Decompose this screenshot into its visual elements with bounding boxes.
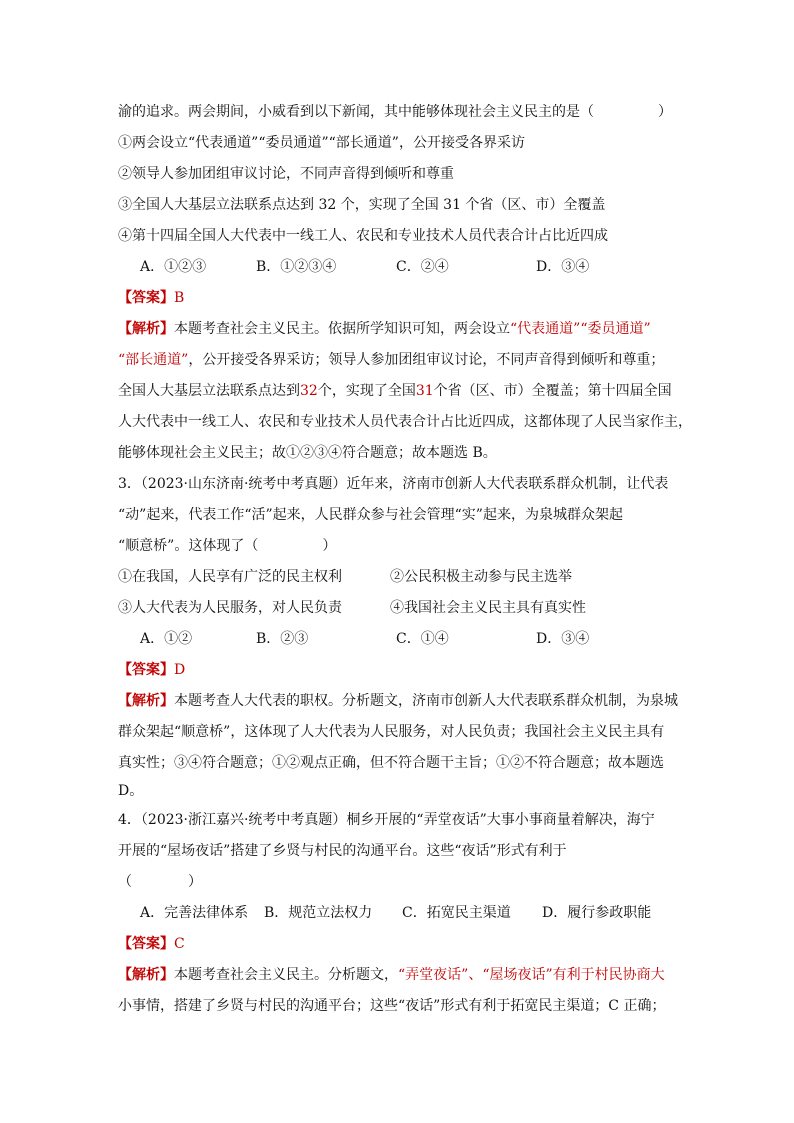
- q4-stem-line-2: 开展的“屋场夜话”搭建了乡贤与村民的沟通平台。这些“夜话”形式有利于: [118, 842, 567, 859]
- q2-option-4: ④第十四届全国人大代表中一线工人、农民和专业技术人员代表合计占比近四成: [118, 227, 608, 244]
- analysis-tag: 【解析】: [118, 692, 174, 709]
- q2-option-3: ③全国人大基层立法联系点达到 32 个，实现了全国 31 个省（区、市）全覆盖: [118, 196, 606, 213]
- q2-choice-b: B．①②③④: [256, 258, 337, 275]
- q2-choice-c: C．②④: [396, 258, 449, 275]
- q2-analysis-highlight: “部长通道”: [118, 351, 189, 368]
- answer-tag: 【答案】: [118, 661, 174, 678]
- q2-analysis-text: 个省（区、市）全覆盖；第十四届全国: [433, 382, 672, 399]
- q3-choice-c: C．①④: [396, 630, 449, 647]
- q2-analysis-line-1: [118, 313, 698, 344]
- answer-tag: 【答案】: [118, 289, 174, 306]
- q4-analysis-highlight: “弄堂夜话”、“屋场夜话”: [398, 966, 553, 983]
- q3-choice-a: A．①②: [140, 630, 193, 647]
- q2-analysis-line-5: 能够体现社会主义民主；故①②③④符合题意；故本题选 B。: [118, 444, 497, 461]
- q3-analysis-line-1: [118, 685, 698, 716]
- q2-option-2: ②领导人参加团组审议讨论，不同声音得到倾听和尊重: [118, 165, 454, 182]
- q4-choice-a: A．完善法律体系: [140, 904, 249, 921]
- q3-stem-line-3: [118, 530, 698, 561]
- q4-choice-b: B．规范立法权力: [264, 904, 373, 921]
- q2-choice-a: A．①②③: [140, 258, 207, 275]
- q4-choices: [118, 897, 698, 928]
- q3-options-row-1: [118, 561, 698, 592]
- q4-stem-line-3: [118, 866, 698, 897]
- q4-stem-text: （: [118, 873, 132, 890]
- q3-option-3: ③人大代表为人民服务，对人民负责: [118, 599, 342, 616]
- q3-analysis-line-2: 群众架起“顺意桥”，这体现了人大代表为人民服务，对人民负责；我国社会主义民主具有: [118, 723, 665, 740]
- q4-analysis-text: 本题考查社会主义民主。分析题文，: [174, 966, 398, 983]
- q2-analysis-number: 32: [300, 382, 318, 399]
- q2-answer-value: B: [174, 289, 185, 306]
- q3-stem-line-2: “动”起来，代表工作“活”起来，人民群众参与社会管理“实”起来，为泉城群众架起: [118, 506, 623, 523]
- q3-stem-text: “顺意桥”。这体现了（: [118, 537, 259, 554]
- q4-analysis-line-2: 小事情，搭建了乡贤与村民的沟通平台；这些“夜话”形式有利于拓宽民主渠道；C 正确；: [118, 997, 666, 1014]
- q3-option-2: ②公民积极主动参与民主选举: [390, 568, 572, 585]
- q3-choice-b: B．②③: [256, 630, 309, 647]
- q4-choice-d: D．履行参政职能: [542, 904, 652, 921]
- q2-answer: [118, 282, 698, 313]
- q2-analysis-number: 31: [415, 382, 434, 399]
- q4-stem-line-1: 4．（2023·浙江嘉兴·统考中考真题）桐乡开展的“弄堂夜话”大事小事商量着解决，海宁: [118, 811, 655, 828]
- q2-analysis-line-4: 人大代表中一线工人、农民和专业技术人员代表合计占比近四成，这都体现了人民当家作主，: [118, 413, 692, 430]
- q4-analysis-line-1: [118, 959, 698, 990]
- document-page: [118, 96, 698, 1021]
- q2-analysis-text: ，公开接受各界采访；领导人参加团组审议讨论，不同声音得到倾听和尊重；: [188, 351, 665, 368]
- q2-analysis-line-3: [118, 375, 698, 406]
- q3-analysis-line-4: D。: [118, 783, 144, 799]
- q2-analysis-text: 个，实现了全国: [317, 382, 416, 399]
- q2-stem-close: ）: [658, 103, 672, 120]
- q2-option-1: ①两会设立“代表通道”“委员通道”“部长通道”，公开接受各界采访: [118, 134, 525, 151]
- q2-choices: [118, 251, 698, 282]
- q3-option-4: ④我国社会主义民主具有真实性: [390, 599, 586, 616]
- q2-choice-d: D．③④: [536, 258, 590, 275]
- q3-answer: [118, 654, 698, 685]
- q4-choice-c: C．拓宽民主渠道: [402, 904, 511, 921]
- answer-tag: 【答案】: [118, 935, 174, 952]
- q3-stem-line-1: 3．（2023·山东济南·统考中考真题）近年来，济南市创新人大代表联系群众机制，让代表: [118, 475, 669, 492]
- q4-analysis-text: 有利于村民协商大: [552, 966, 665, 983]
- q2-analysis-line-2: [118, 344, 698, 375]
- q3-options-row-2: [118, 592, 698, 623]
- q2-analysis-highlight: “代表通道”“委员通道”: [510, 320, 651, 337]
- q3-analysis-text: 本题考查人大代表的职权。分析题文，济南市创新人大代表联系群众机制，为泉城: [174, 692, 678, 709]
- q2-stem: [118, 96, 698, 127]
- q4-answer-value: C: [174, 935, 185, 952]
- q2-analysis-text: 全国人大基层立法联系点达到: [118, 382, 300, 399]
- q3-choices: [118, 623, 698, 654]
- q3-option-1: ①在我国，人民享有广泛的民主权利: [118, 568, 342, 585]
- q4-stem-close: ）: [188, 873, 202, 890]
- q3-answer-value: D: [174, 661, 186, 678]
- q4-answer: [118, 928, 698, 959]
- q2-analysis-text: 本题考查社会主义民主。依据所学知识可知，两会设立: [174, 320, 510, 337]
- q3-stem-close: ）: [322, 537, 337, 554]
- q2-stem-text: 渝的追求。两会期间，小威看到以下新闻，其中能够体现社会主义民主的是（: [118, 103, 594, 120]
- analysis-tag: 【解析】: [118, 966, 174, 983]
- q3-analysis-line-3: 真实性；③④符合题意；①②观点正确，但不符合题干主旨；①②不符合题意；故本题选: [118, 754, 664, 771]
- analysis-tag: 【解析】: [118, 320, 174, 337]
- q3-choice-d: D．③④: [536, 630, 590, 647]
